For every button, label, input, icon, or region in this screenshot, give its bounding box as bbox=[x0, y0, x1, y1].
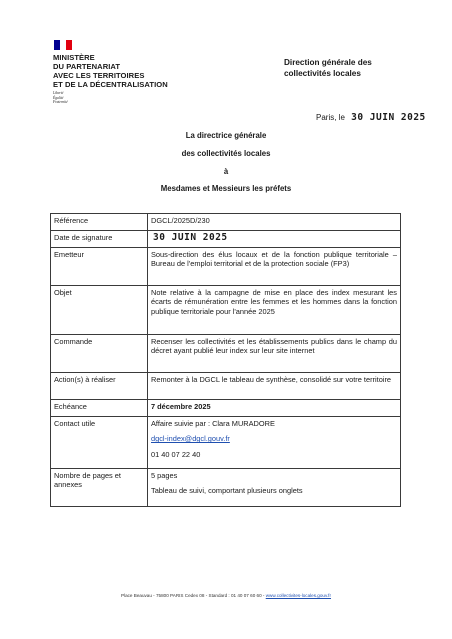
date-stamp: 30 JUIN 2025 bbox=[351, 112, 426, 123]
contact-name: Affaire suivie par : Clara MURADORE bbox=[151, 419, 275, 428]
memo-summary-table bbox=[50, 213, 401, 507]
row-value bbox=[148, 417, 401, 469]
ministry-line: MINISTÈRE bbox=[53, 53, 95, 62]
motto-line: Fraternité bbox=[53, 100, 68, 105]
date-prefix: Paris, le bbox=[316, 113, 345, 122]
row-label: Objet bbox=[51, 286, 148, 335]
row-value: 7 décembre 2025 bbox=[148, 400, 401, 417]
recipients: Mesdames et Messieurs les préfets bbox=[160, 184, 292, 193]
page-footer bbox=[0, 593, 452, 598]
direction-name bbox=[284, 57, 372, 79]
sender-line-2: des collectivités locales bbox=[181, 149, 271, 158]
direction-line: Direction générale des bbox=[284, 58, 372, 67]
ministry-line: ET DE LA DÉCENTRALISATION bbox=[53, 80, 168, 89]
footer-address: Place Beauvau - 75800 PARIS Cedex 08 - Standard : 01 40 07 60 60 - bbox=[121, 593, 265, 598]
contact-email-link[interactable]: dgcl-index@dgcl.gouv.fr bbox=[151, 434, 230, 444]
table-row bbox=[51, 400, 401, 417]
table-row bbox=[51, 231, 401, 248]
table-row bbox=[51, 373, 401, 400]
ministry-line: AVEC LES TERRITOIRES bbox=[53, 71, 145, 80]
annex-description: Tableau de suivi, comportant plusieurs onglets bbox=[151, 486, 303, 496]
row-label: Echéance bbox=[51, 400, 148, 417]
footer-website-link[interactable]: www.collectivites-locales.gouv.fr bbox=[265, 593, 331, 598]
contact-phone: 01 40 07 22 40 bbox=[151, 449, 201, 459]
table-row bbox=[51, 286, 401, 335]
ministry-line: DU PARTENARIAT bbox=[53, 62, 121, 71]
marianne-flag-logo bbox=[54, 40, 72, 50]
row-label: Contact utile bbox=[51, 417, 148, 469]
row-value: Sous-direction des élus locaux et de la fonction publique territoriale – Bureau de l'emploi territorial et de la protection sociale (FP3) bbox=[148, 248, 401, 286]
republic-motto bbox=[53, 91, 68, 105]
row-label: Date de signature bbox=[51, 231, 148, 248]
row-value: DGCL/2025D/230 bbox=[148, 214, 401, 231]
row-label: Action(s) à réaliser bbox=[51, 373, 148, 400]
date-line bbox=[316, 112, 426, 123]
motto-line: Égalité bbox=[53, 95, 64, 100]
row-label: Référence bbox=[51, 214, 148, 231]
table-row bbox=[51, 469, 401, 507]
table-row bbox=[51, 248, 401, 286]
row-value bbox=[148, 469, 401, 507]
direction-line: collectivités locales bbox=[284, 69, 361, 78]
ministry-name bbox=[53, 53, 168, 89]
motto-line: Liberté bbox=[53, 91, 64, 95]
to-word: à bbox=[223, 167, 229, 176]
page-count: 5 pages bbox=[151, 471, 178, 480]
row-label: Commande bbox=[51, 335, 148, 373]
table-row bbox=[51, 417, 401, 469]
table-row bbox=[51, 214, 401, 231]
signature-date-stamp: 30 JUIN 2025 bbox=[153, 232, 228, 243]
row-value: Note relative à la campagne de mise en place des index mesurant les écarts de rémunération entre les femmes et les hommes dans la fonction publique territoriale pour l'année 2025 bbox=[148, 286, 401, 335]
flag-red-band bbox=[66, 40, 72, 50]
sender-line-1: La directrice générale bbox=[185, 131, 267, 140]
row-value: Remonter à la DGCL le tableau de synthèse, consolidé sur votre territoire bbox=[148, 373, 401, 400]
row-value bbox=[148, 231, 401, 248]
table-row bbox=[51, 335, 401, 373]
row-label: Emetteur bbox=[51, 248, 148, 286]
row-label: Nombre de pages et annexes bbox=[51, 469, 148, 507]
row-value: Recenser les collectivités et les établissements publics dans le champ du décret ayant publié leur index sur leur site internet bbox=[148, 335, 401, 373]
